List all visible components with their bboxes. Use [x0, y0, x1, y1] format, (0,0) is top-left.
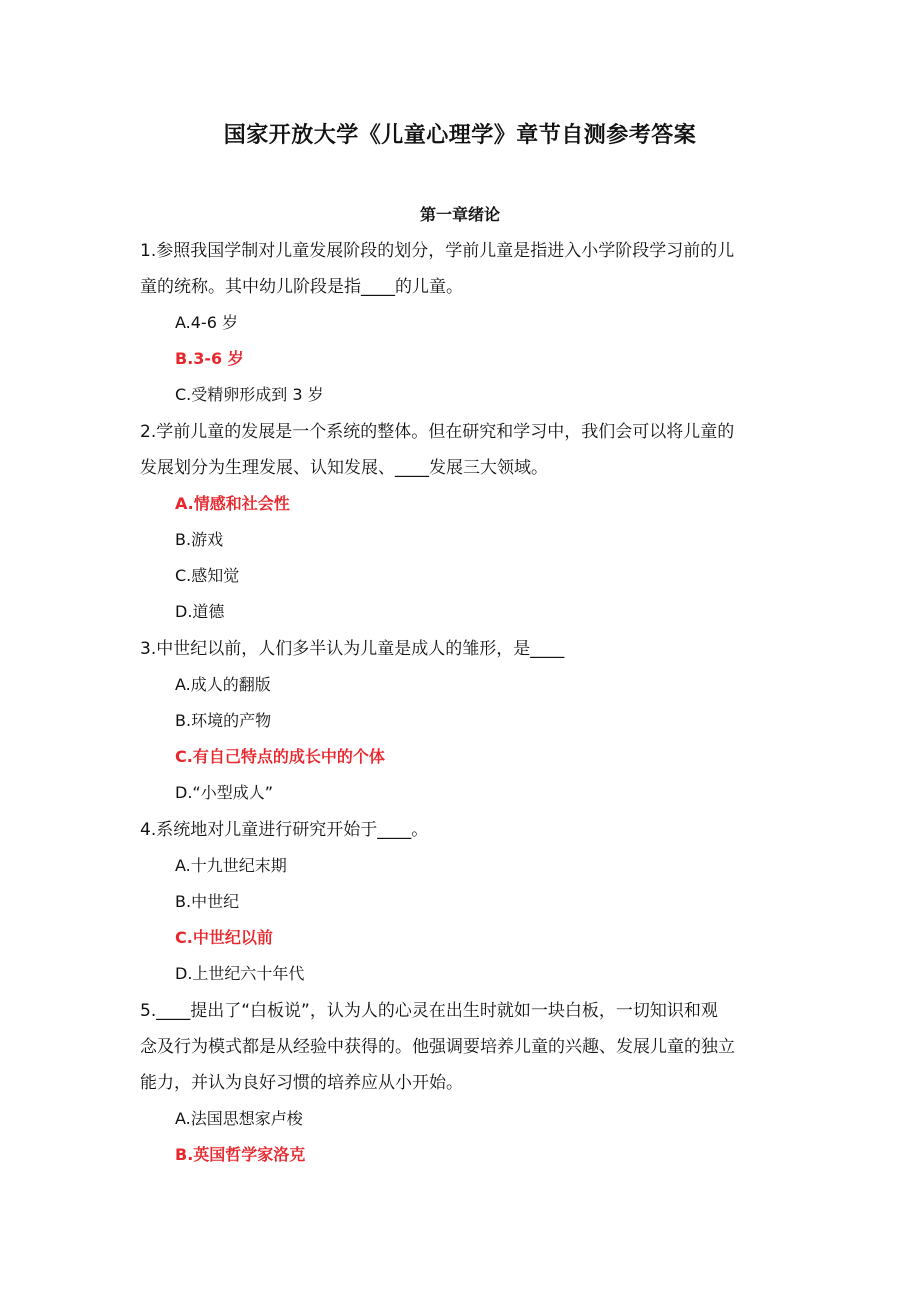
question-4-option-b: B.中世纪: [175, 892, 240, 911]
chapter-title: 第一章绪论: [419, 205, 500, 224]
question-1-option-a: A.4-6 岁: [175, 313, 238, 332]
question-4-option-d: D.上世纪六十年代: [175, 964, 305, 983]
question-5-line-2: 念及行为模式都是从经验中获得的。他强调要培养儿童的兴趣、发展儿童的独立: [140, 1037, 735, 1057]
question-2-line-2: 发展划分为生理发展、认知发展、____发展三大领域。: [140, 458, 548, 478]
question-2-line-1: 2.学前儿童的发展是一个系统的整体。但在研究和学习中，我们会可以将儿童的: [140, 422, 735, 442]
question-4-line-1: 4.系统地对儿童进行研究开始于____。: [140, 820, 429, 840]
question-3-line-1: 3.中世纪以前，人们多半认为儿童是成人的雏形，是____: [140, 639, 565, 659]
question-5-option-a: A.法国思想家卢梭: [175, 1109, 303, 1128]
question-1-option-c: C.受精卵形成到 3 岁: [175, 385, 324, 404]
question-2-option-c: C.感知觉: [175, 566, 240, 585]
question-4-option-a: A.十九世纪末期: [175, 856, 287, 875]
question-1-option-b-answer: B.3-6 岁: [175, 349, 244, 368]
question-3-option-d: D.“小型成人”: [175, 783, 273, 802]
question-2-option-b: B.游戏: [175, 530, 224, 549]
question-4-option-c-answer: C.中世纪以前: [175, 928, 273, 947]
question-3-option-b: B.环境的产物: [175, 711, 272, 730]
question-3-option-c-answer: C.有自己特点的成长中的个体: [175, 747, 385, 766]
question-5-line-1: 5.____提出了“白板说”，认为人的心灵在出生时就如一块白板，一切知识和观: [140, 1001, 718, 1021]
question-5-line-3: 能力，并认为良好习惯的培养应从小开始。: [140, 1073, 463, 1093]
question-5-option-b-answer: B.英国哲学家洛克: [175, 1145, 306, 1164]
question-1-line-1: 1.参照我国学制对儿童发展阶段的划分，学前儿童是指进入小学阶段学习前的儿: [140, 241, 735, 261]
document-title: 国家开放大学《儿童心理学》章节自测参考答案: [223, 123, 697, 148]
question-3-option-a: A.成人的翻版: [175, 675, 271, 694]
question-2-option-d: D.道德: [175, 602, 225, 621]
question-1-line-2: 童的统称。其中幼儿阶段是指____的儿童。: [140, 277, 463, 297]
question-2-option-a-answer: A.情感和社会性: [175, 494, 290, 513]
